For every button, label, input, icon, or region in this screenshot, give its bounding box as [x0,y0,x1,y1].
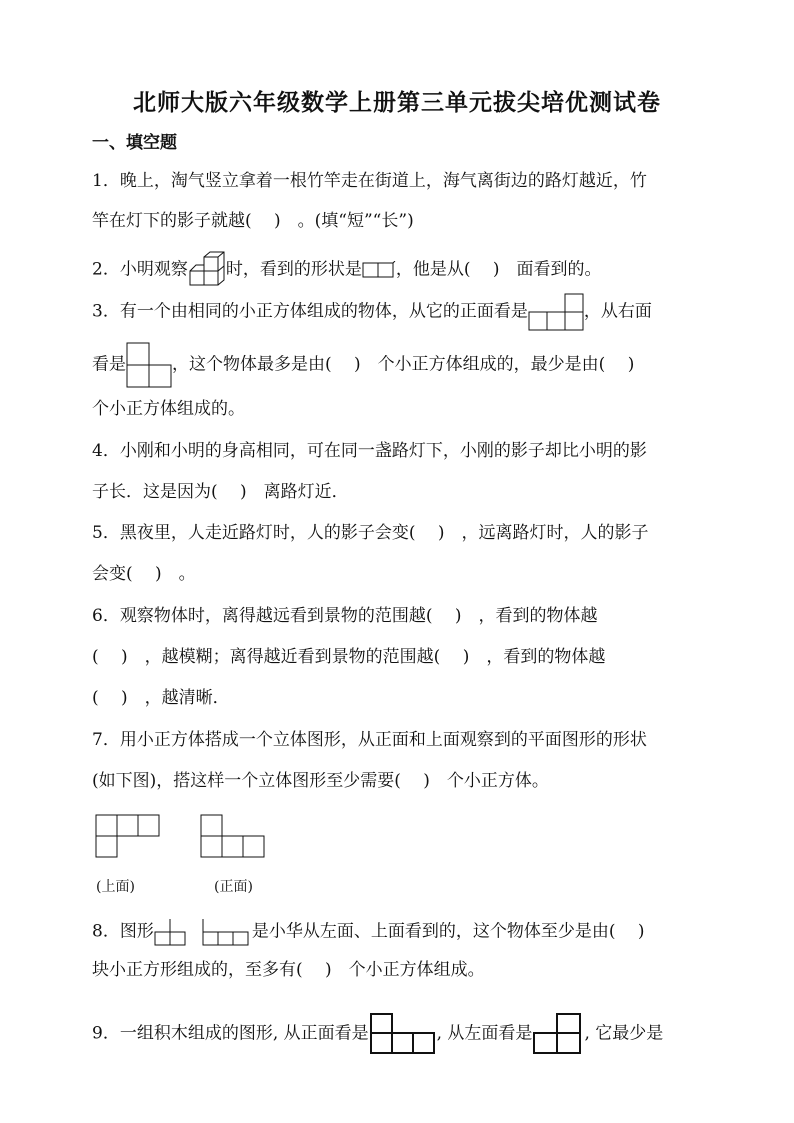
q3-line-2 [92,342,634,388]
q4-line-2: 子长．这是因为( ) 离路灯近． [92,482,349,502]
q8-top-view-figure [202,917,252,947]
q3-text-b: ，从右面 [583,301,652,322]
q1-line-2: 竿在灯下的影子就越( ) 。(填“短”“长”) [92,211,414,231]
q5-line-2: 会变( ) 。 [92,564,196,584]
q9-text-a: 9．一组积木组成的图形, 从正面看是 [92,1023,369,1044]
q7-caption-top: (上面) [96,879,135,895]
q2-text-c: ，他是从( ) 面看到的。 [395,259,602,280]
q3-text-c: 看是 [92,354,126,375]
q3-right-view-figure [126,342,172,388]
q6-line-1: 6．观察物体时，离得越远看到景物的范围越( ) ，看到的物体越 [92,606,598,626]
section-heading-fill-in: 一、填空题 [92,133,177,153]
q3-text-a: 3．有一个由相同的小正方体组成的物体，从它的正面看是 [92,301,528,322]
q8-line-2: 块小正方形组成的，至多有( ) 个小正方体组成。 [92,960,485,980]
q2-line [92,251,602,289]
q7-caption-front: (正面) [214,879,253,895]
q2-text-b: 时，看到的形状是 [225,259,362,280]
q2-cube-figure [188,251,226,289]
q3-line-3: 个小正方体组成的。 [92,399,245,419]
q2-text-a: 2．小明观察 [92,259,188,280]
q9-left-view-figure [532,1012,584,1056]
q8-text-b: 是小华从左面、上面看到的，这个物体至少是由( ) [251,921,645,942]
q6-line-2: ( ) ，越模糊；离得越近看到景物的范围越( ) ，看到的物体越 [92,647,606,667]
q7-line-2: (如下图)，搭这样一个立体图形至少需要( ) 个小正方体。 [92,771,549,791]
q3-front-view-figure [528,293,584,331]
q8-text-a: 8．图形 [92,921,154,942]
q7-front-view-figure [200,814,268,860]
q1-line-1: 1．晚上，淘气竖立拿着一根竹竿走在街道上，海气离街边的路灯越近，竹 [92,171,647,191]
q2-view-figure [362,261,396,279]
q3-text-d: ，这个物体最多是由( ) 个小正方体组成的，最少是由( ) [172,354,635,375]
q9-text-c: , 它最少是 [584,1023,664,1044]
q9-line-1 [92,1012,663,1056]
q8-left-view-figure [154,917,188,947]
q9-front-view-figure [369,1012,437,1056]
q9-text-b: , 从左面看是 [436,1023,533,1044]
q8-line-1 [92,917,645,947]
q7-line-1: 7．用小正方体搭成一个立体图形，从正面和上面观察到的平面图形的形状 [92,730,647,750]
page-title: 北师大版六年级数学上册第三单元拔尖培优测试卷 [133,89,661,116]
q6-line-3: ( ) ，越清晰． [92,688,230,708]
q4-line-1: 4．小刚和小明的身高相同，可在同一盏路灯下，小刚的影子却比小明的影 [92,441,647,461]
q7-top-view-figure [95,814,163,860]
q3-line-1 [92,293,652,331]
q5-line-1: 5．黑夜里，人走近路灯时，人的影子会变( ) ，远离路灯时，人的影子 [92,523,649,543]
